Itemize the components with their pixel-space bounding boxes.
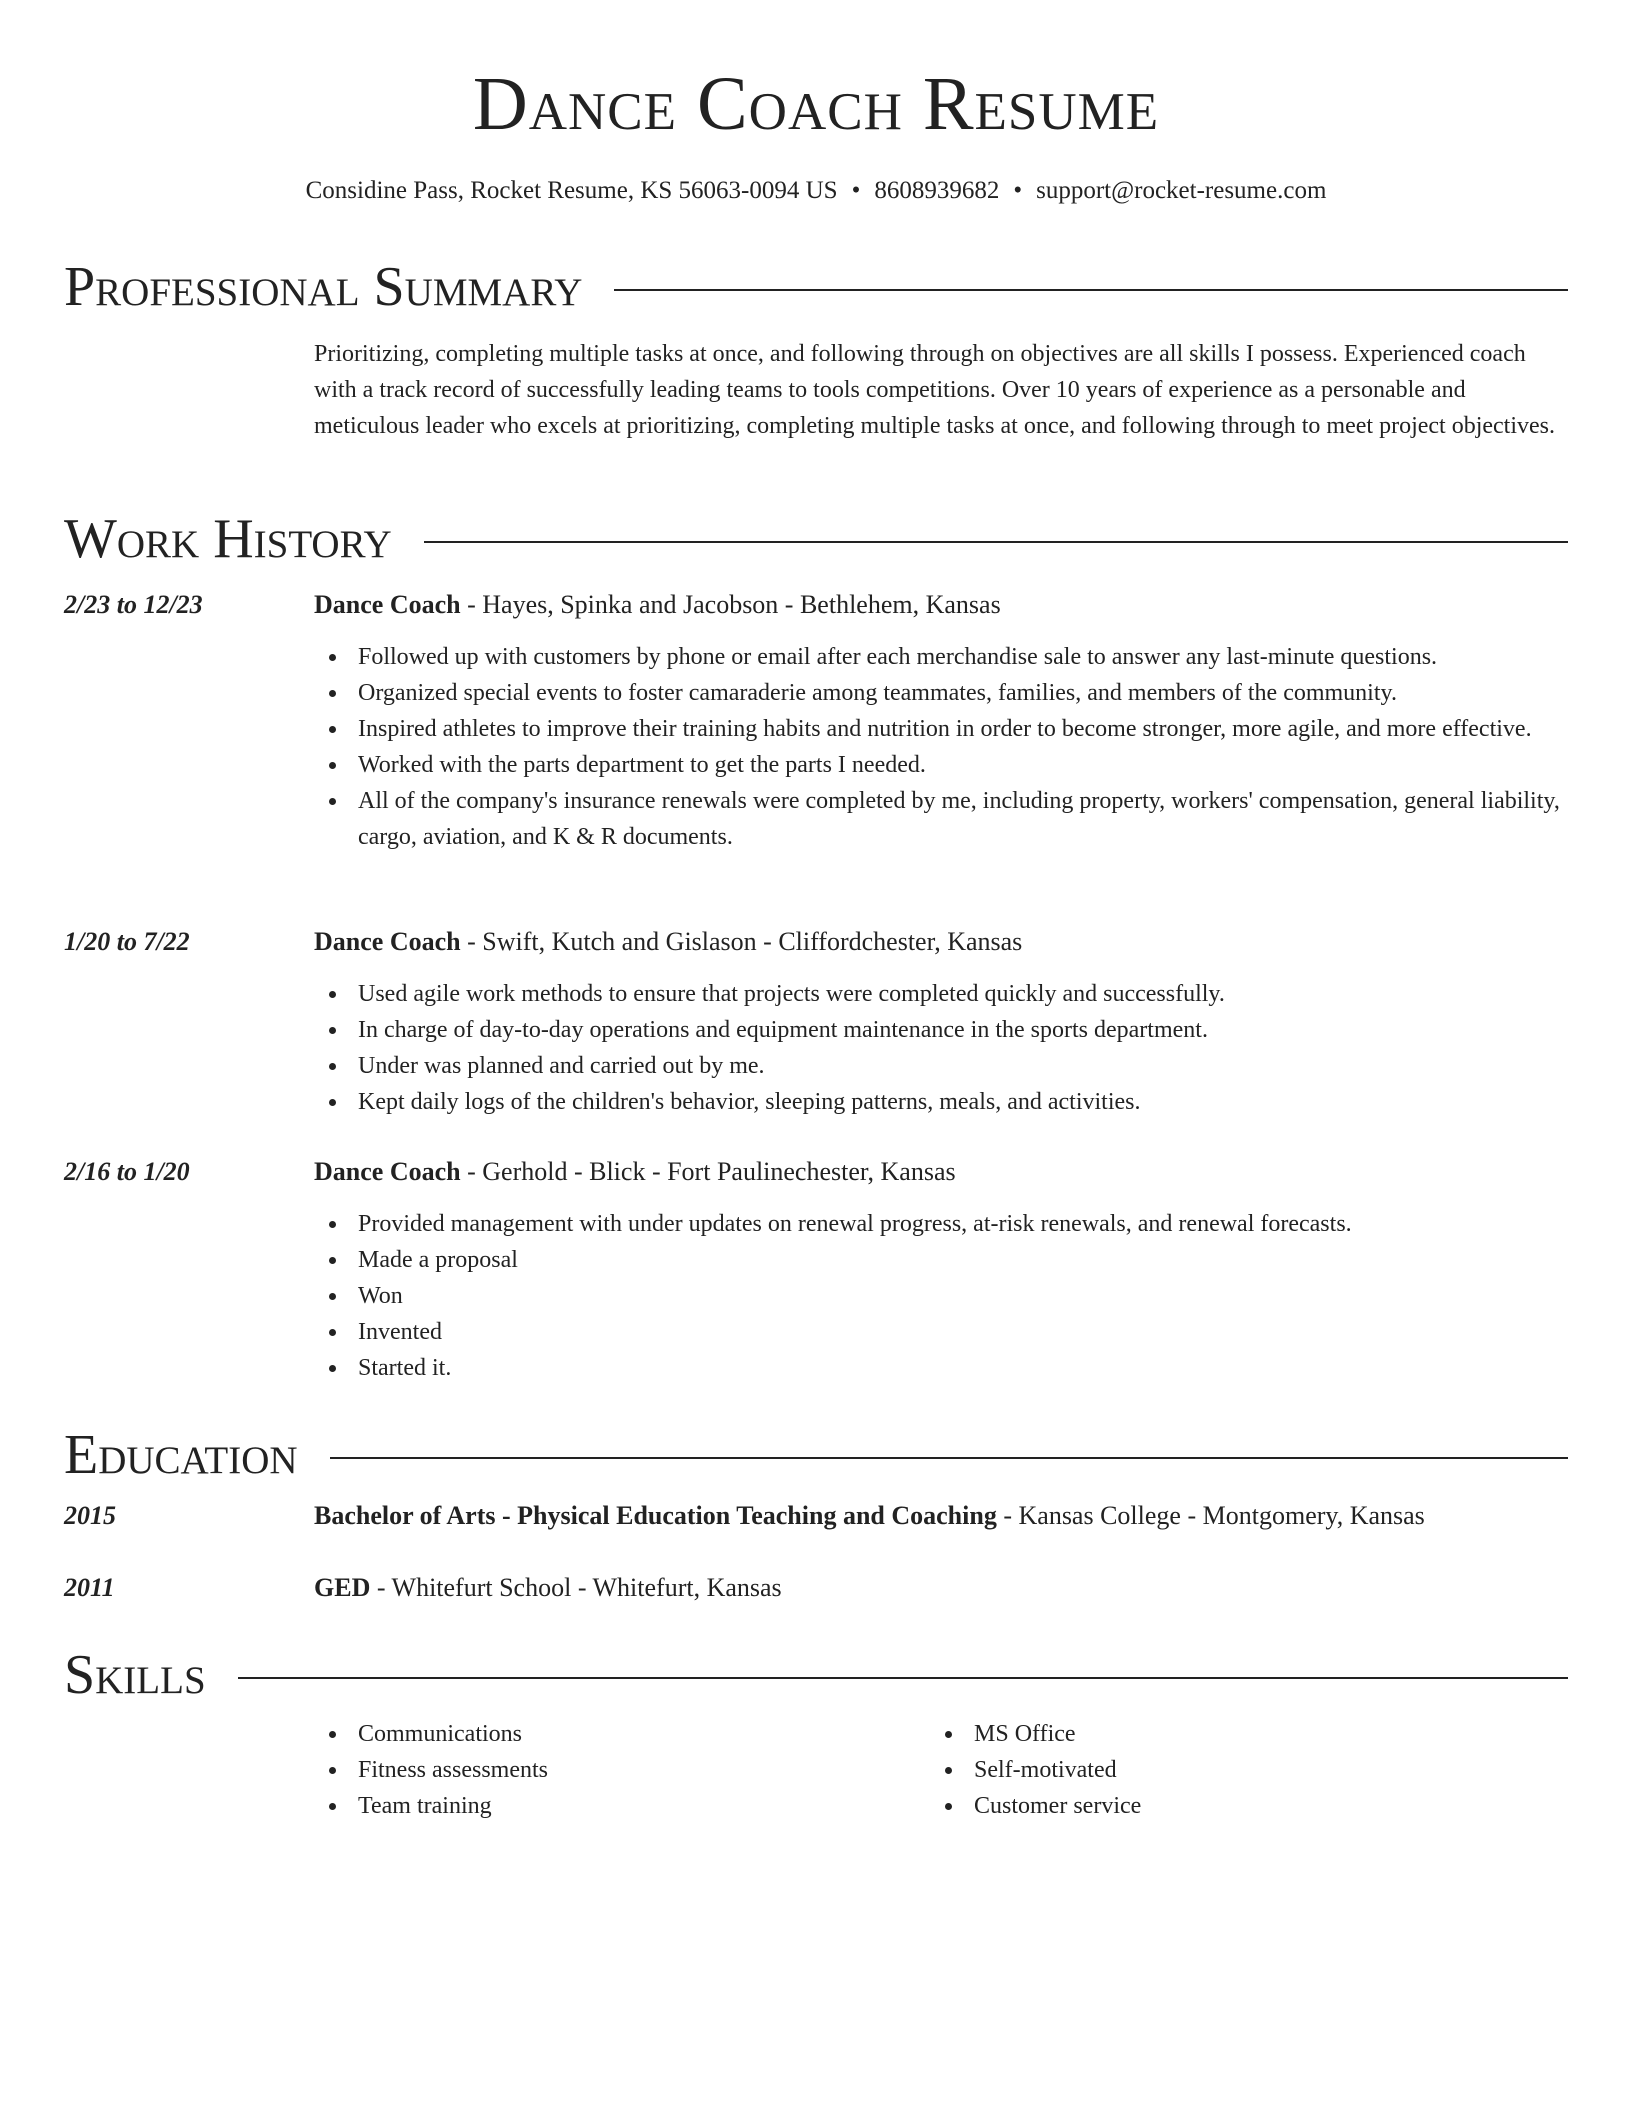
job-bullets [314,976,1612,1120]
section-divider [238,1677,1568,1679]
contact-separator: • [1013,177,1023,204]
job-employer: - Swift, Kutch and Gislason - Cliffordchester, Kansas [460,927,1023,956]
list-item: Used agile work methods to ensure that projects were completed quickly and successfully. [358,976,1612,1012]
education-year: 2011 [64,1573,115,1602]
contact-separator: • [851,177,861,204]
job-title: Dance Coach [314,590,461,619]
job-header [314,587,1568,623]
section-heading: Work History [64,508,392,570]
skill-item: MS Office [974,1716,1141,1752]
education-year: 2015 [64,1501,116,1530]
list-item: Started it. [358,1350,1612,1386]
job-employer: - Gerhold - Blick - Fort Paulinechester, Kansas [460,1157,956,1186]
job-dates: 2/23 to 12/23 [64,590,203,619]
skill-item: Communications [358,1716,548,1752]
education-section-header [64,1420,1568,1490]
skill-item: Team training [358,1788,548,1824]
section-heading: Professional Summary [64,256,583,318]
job-bullets [314,1206,1612,1386]
skills-list-left [314,1716,548,1824]
list-item: Provided management with under updates on renewal progress, at-risk renewals, and renewal forecasts. [358,1206,1612,1242]
section-divider [330,1457,1568,1459]
education-school: - Whitefurt School - Whitefurt, Kansas [370,1573,782,1602]
education-degree: GED [314,1573,371,1602]
list-item: Invented [358,1314,1612,1350]
resume-title: Dance Coach Resume [472,62,1160,146]
education-header [314,1498,1568,1534]
section-divider [614,289,1568,291]
skills-section-header [64,1640,1568,1710]
list-item: Kept daily logs of the children's behavior, sleeping patterns, meals, and activities. [358,1084,1612,1120]
education-header [314,1570,1568,1606]
skills-list-right [930,1716,1141,1824]
list-item: Under was planned and carried out by me. [358,1048,1612,1084]
list-item: All of the company's insurance renewals were completed by me, including property, workers' compensation, general liability, cargo, aviation, and K & R documents. [358,783,1612,855]
list-item: Inspired athletes to improve their training habits and nutrition in order to become stronger, more agile, and more effective. [358,711,1612,747]
job-bullets [314,639,1612,855]
contact-email: support@rocket-resume.com [1036,177,1327,204]
work-history-section-header [64,504,1568,574]
job-header [314,1154,1568,1190]
job-title: Dance Coach [314,1157,461,1186]
section-divider [424,541,1568,543]
job-title: Dance Coach [314,927,461,956]
skill-item: Customer service [974,1788,1141,1824]
skill-item: Self-motivated [974,1752,1141,1788]
education-school: - Kansas College - Montgomery, Kansas [996,1501,1425,1530]
job-header [314,924,1568,960]
section-heading: Education [64,1424,298,1486]
contact-phone: 8608939682 [874,177,1000,204]
job-dates: 1/20 to 7/22 [64,927,190,956]
list-item: Followed up with customers by phone or email after each merchandise sale to answer any last-minute questions. [358,639,1612,675]
list-item: Organized special events to foster camaraderie among teammates, families, and members of the community. [358,675,1612,711]
job-dates: 2/16 to 1/20 [64,1157,190,1186]
job-employer: - Hayes, Spinka and Jacobson - Bethlehem, Kansas [460,590,1001,619]
contact-address: Considine Pass, Rocket Resume, KS 56063-0094 US [305,177,838,204]
list-item: Won [358,1278,1612,1314]
list-item: Made a proposal [358,1242,1612,1278]
summary-section-header [64,252,1568,322]
section-heading: Skills [64,1644,206,1706]
skill-item: Fitness assessments [358,1752,548,1788]
education-degree: Bachelor of Arts - Physical Education Teaching and Coaching [314,1501,997,1530]
list-item: In charge of day-to-day operations and equipment maintenance in the sports department. [358,1012,1612,1048]
contact-line [0,174,1632,208]
list-item: Worked with the parts department to get the parts I needed. [358,747,1612,783]
summary-text: Prioritizing, completing multiple tasks at once, and following through on objectives are all skills I possess. Experienced coach with a track record of successfully leading teams to tools competitions. Over 10 years of experience as a personable and meticulous leader who excels at prioritizing, completing multiple tasks at once, and following through to meet project objectives. [314,341,1556,439]
